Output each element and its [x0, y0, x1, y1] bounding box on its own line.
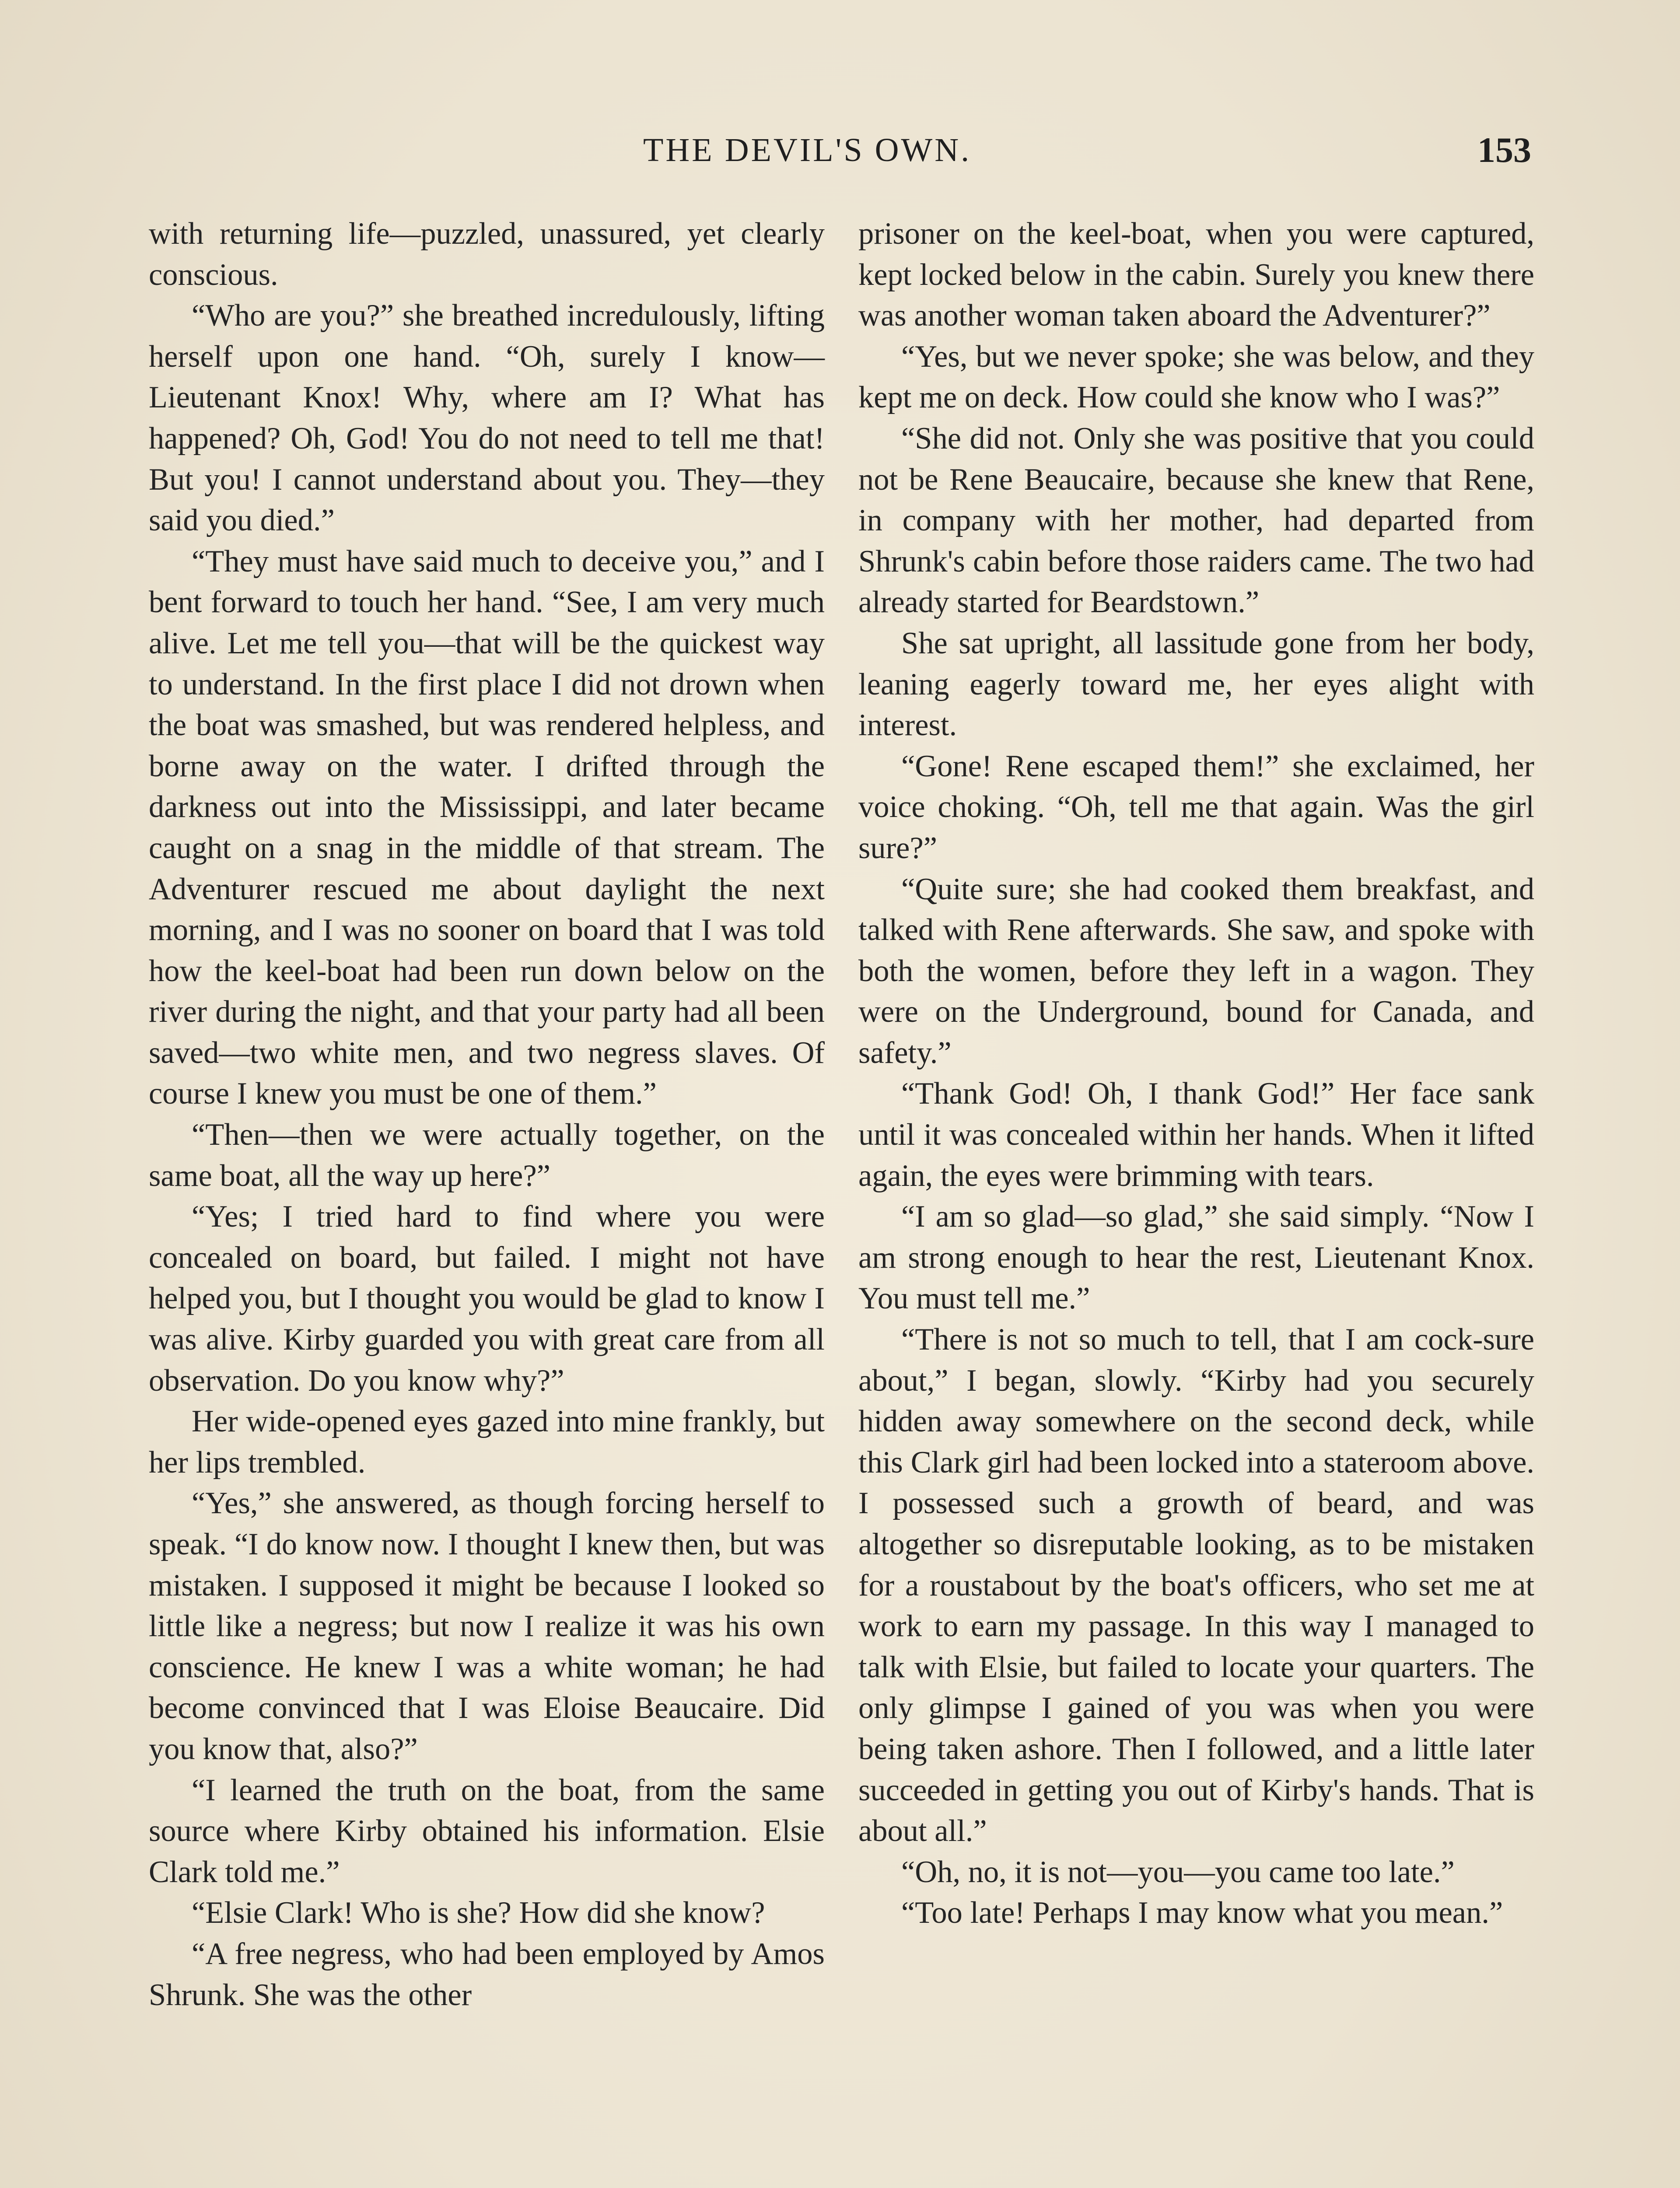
paragraph: “She did not. Only she was positive that you could not be Rene Beaucaire, because she knew that Rene, in company with her mother, had departed from Shrunk's cabin before those raiders came. The two had already started for Beardstown.”: [858, 421, 1534, 620]
paragraph: She sat upright, all lassitude gone from her body, leaning eagerly toward me, her eyes alight with interest.: [858, 626, 1534, 743]
paragraph: “There is not so much to tell, that I am cock-sure about,” I began, slowly. “Kirby had you securely hidden away somewhere on the second deck, while this Clark girl had been locked into a stateroom above. I possessed such a growth of beard, and was altogether so disreputable looking, as to be mistaken for a roustabout by the boat's officers, who set me at work to earn my passage. In this way I managed to talk with Elsie, but failed to locate your quarters. The only glimpse I gained of you was when you were being taken ashore. Then I followed, and a little later succeeded in getting you out of Kirby's hands. That is about all.”: [858, 1322, 1534, 1848]
paragraph: “A free negress, who had been employed by Amos Shrunk. She was the other: [149, 1936, 825, 2012]
paragraph: with returning life—puzzled, unassured, yet clearly conscious.: [149, 217, 825, 292]
paragraph: “Oh, no, it is not—you—you came too late.”: [901, 1855, 1455, 1889]
paragraph: “Quite sure; she had cooked them breakfast, and talked with Rene afterwards. She saw, and spoke with both the women, before they left in a wagon. They were on the Underground, bound for Canada, and safety.”: [858, 872, 1534, 1070]
running-head: THE DEVIL'S OWN.: [643, 132, 972, 168]
paragraph: “Thank God! Oh, I thank God!” Her face sank until it was concealed within her hands. When it lifted again, the eyes were brimming with tears.: [858, 1076, 1534, 1193]
text-column-left: [149, 214, 825, 2016]
paragraph: “Gone! Rene escaped them!” she exclaimed, her voice choking. “Oh, tell me that again. Was the girl sure?”: [858, 749, 1534, 865]
paragraph: Her wide-opened eyes gazed into mine frankly, but her lips trembled.: [149, 1404, 825, 1480]
paragraph: “Elsie Clark! Who is she? How did she know?: [192, 1896, 765, 1930]
paragraph: “Yes,” she answered, as though forcing herself to speak. “I do know now. I thought I knew then, but was mistaken. I supposed it might be because I looked so little like a negress; but now I realize it was his own conscience. He knew I was a white woman; he had become convinced that I was Eloise Beaucaire. Did you know that, also?”: [149, 1486, 825, 1766]
paragraph: “Yes; I tried hard to find where you were concealed on board, but failed. I might not have helped you, but I thought you would be glad to know I was alive. Kirby guarded you with great care from all observation. Do you know why?”: [149, 1199, 825, 1398]
paragraph: “Then—then we were actually together, on the same boat, all the way up here?”: [149, 1118, 825, 1193]
paragraph: prisoner on the keel-boat, when you were captured, kept locked below in the cabin. Surely you knew there was another woman taken aboard the Adventurer?”: [858, 217, 1534, 333]
paragraph: “Yes, but we never spoke; she was below, and they kept me on deck. How could she know who I was?”: [858, 339, 1534, 415]
page-number: 153: [1477, 130, 1531, 170]
paragraph: “I learned the truth on the boat, from the same source where Kirby obtained his information. Elsie Clark told me.”: [149, 1773, 825, 1889]
paragraph: “I am so glad—so glad,” she said simply. “Now I am strong enough to hear the rest, Lieutenant Knox. You must tell me.”: [858, 1199, 1534, 1316]
paragraph: “Who are you?” she breathed incredulously, lifting herself upon one hand. “Oh, surely I know—Lieutenant Knox! Why, where am I? What has happened? Oh, God! You do not need to tell me that! But you! I cannot understand about you. They—they said you died.”: [149, 298, 825, 538]
paragraph: “They must have said much to deceive you,” and I bent forward to touch her hand. “See, I am very much alive. Let me tell you—that will be the quickest way to understand. In the first place I did not drown when the boat was smashed, but was rendered helpless, and borne away on the water. I drifted through the darkness out into the Mississippi, and later became caught on a snag in the middle of that stream. The Adventurer rescued me about daylight the next morning, and I was no sooner on board that I was told how the keel-boat had been run down below on the river during the night, and that your party had all been saved—two white men, and two negress slaves. Of course I knew you must be one of them.”: [149, 544, 825, 1111]
paragraph: “Too late! Perhaps I may know what you mean.”: [901, 1896, 1503, 1930]
text-column-right: [858, 214, 1534, 1934]
